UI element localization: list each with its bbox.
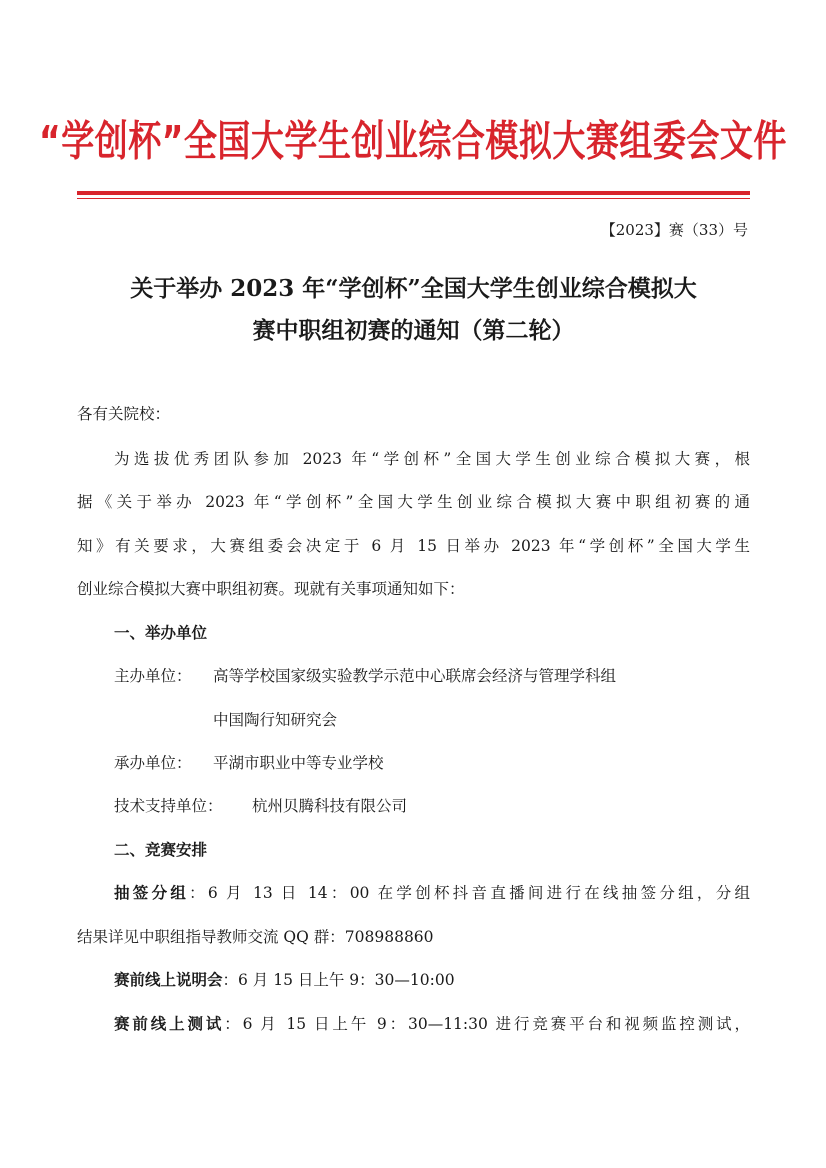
header-rule-thin bbox=[77, 198, 750, 199]
section-1-heading: 一、举办单位 bbox=[114, 623, 208, 642]
briefing-line bbox=[114, 968, 455, 990]
host-label: 承办单位： bbox=[114, 754, 192, 772]
notice-title-line-1: 关于举办 2023 年“学创杯”全国大学生创业综合模拟大 bbox=[130, 275, 697, 302]
organizer-2: 中国陶行知研究会 bbox=[213, 711, 338, 729]
intro-line-2: 据《关于举办 2023 年“学创杯”全国大学生创业综合模拟大赛中职组初赛的通 bbox=[77, 493, 750, 511]
salutation: 各有关院校： bbox=[77, 405, 171, 423]
organizer-1: 高等学校国家级实验教学示范中心联席会经济与管理学科组 bbox=[213, 667, 617, 685]
intro-line-4: 创业综合模拟大赛中职组初赛。现就有关事项通知如下： bbox=[77, 580, 465, 598]
support-label: 技术支持单位： bbox=[114, 797, 223, 815]
header-rule-thick bbox=[77, 191, 750, 195]
test-line bbox=[114, 1012, 750, 1034]
support: 杭州贝腾科技有限公司 bbox=[252, 797, 408, 815]
document-number: 【2023】赛（33）号 bbox=[600, 221, 748, 239]
host: 平湖市职业中等专业学校 bbox=[213, 754, 384, 772]
intro-line-3: 知》有关要求，大赛组委会决定于 6 月 15 日举办 2023 年“学创杯”全国大学生 bbox=[77, 537, 750, 555]
notice-title bbox=[77, 268, 750, 352]
organizer-label: 主办单位： bbox=[114, 667, 192, 685]
section-2-heading: 二、竞赛安排 bbox=[114, 840, 208, 859]
test-text: ：6 月 15 日上午 9：30—11:30 进行竞赛平台和视频监控测试， bbox=[224, 1015, 750, 1033]
draw-text-2: 结果详见中职组指导教师交流 QQ 群：708988860 bbox=[77, 928, 434, 946]
test-label: 赛前线上测试 bbox=[114, 1014, 225, 1033]
header-title: “学创杯”全国大学生创业综合模拟大赛组委会文件 bbox=[39, 115, 787, 166]
draw-line-1 bbox=[114, 881, 750, 903]
briefing-text: ：6 月 15 日上午 9：30—10:00 bbox=[222, 971, 455, 989]
briefing-label: 赛前线上说明会 bbox=[114, 970, 223, 989]
notice-title-line-2: 赛中职组初赛的通知（第二轮） bbox=[252, 317, 575, 344]
draw-text-1: ：6 月 13 日 14：00 在学创杯抖音直播间进行在线抽签分组，分组 bbox=[189, 884, 750, 902]
draw-label: 抽签分组 bbox=[114, 883, 190, 902]
intro-line-1: 为选拔优秀团队参加 2023 年“学创杯”全国大学生创业综合模拟大赛，根 bbox=[114, 450, 750, 468]
